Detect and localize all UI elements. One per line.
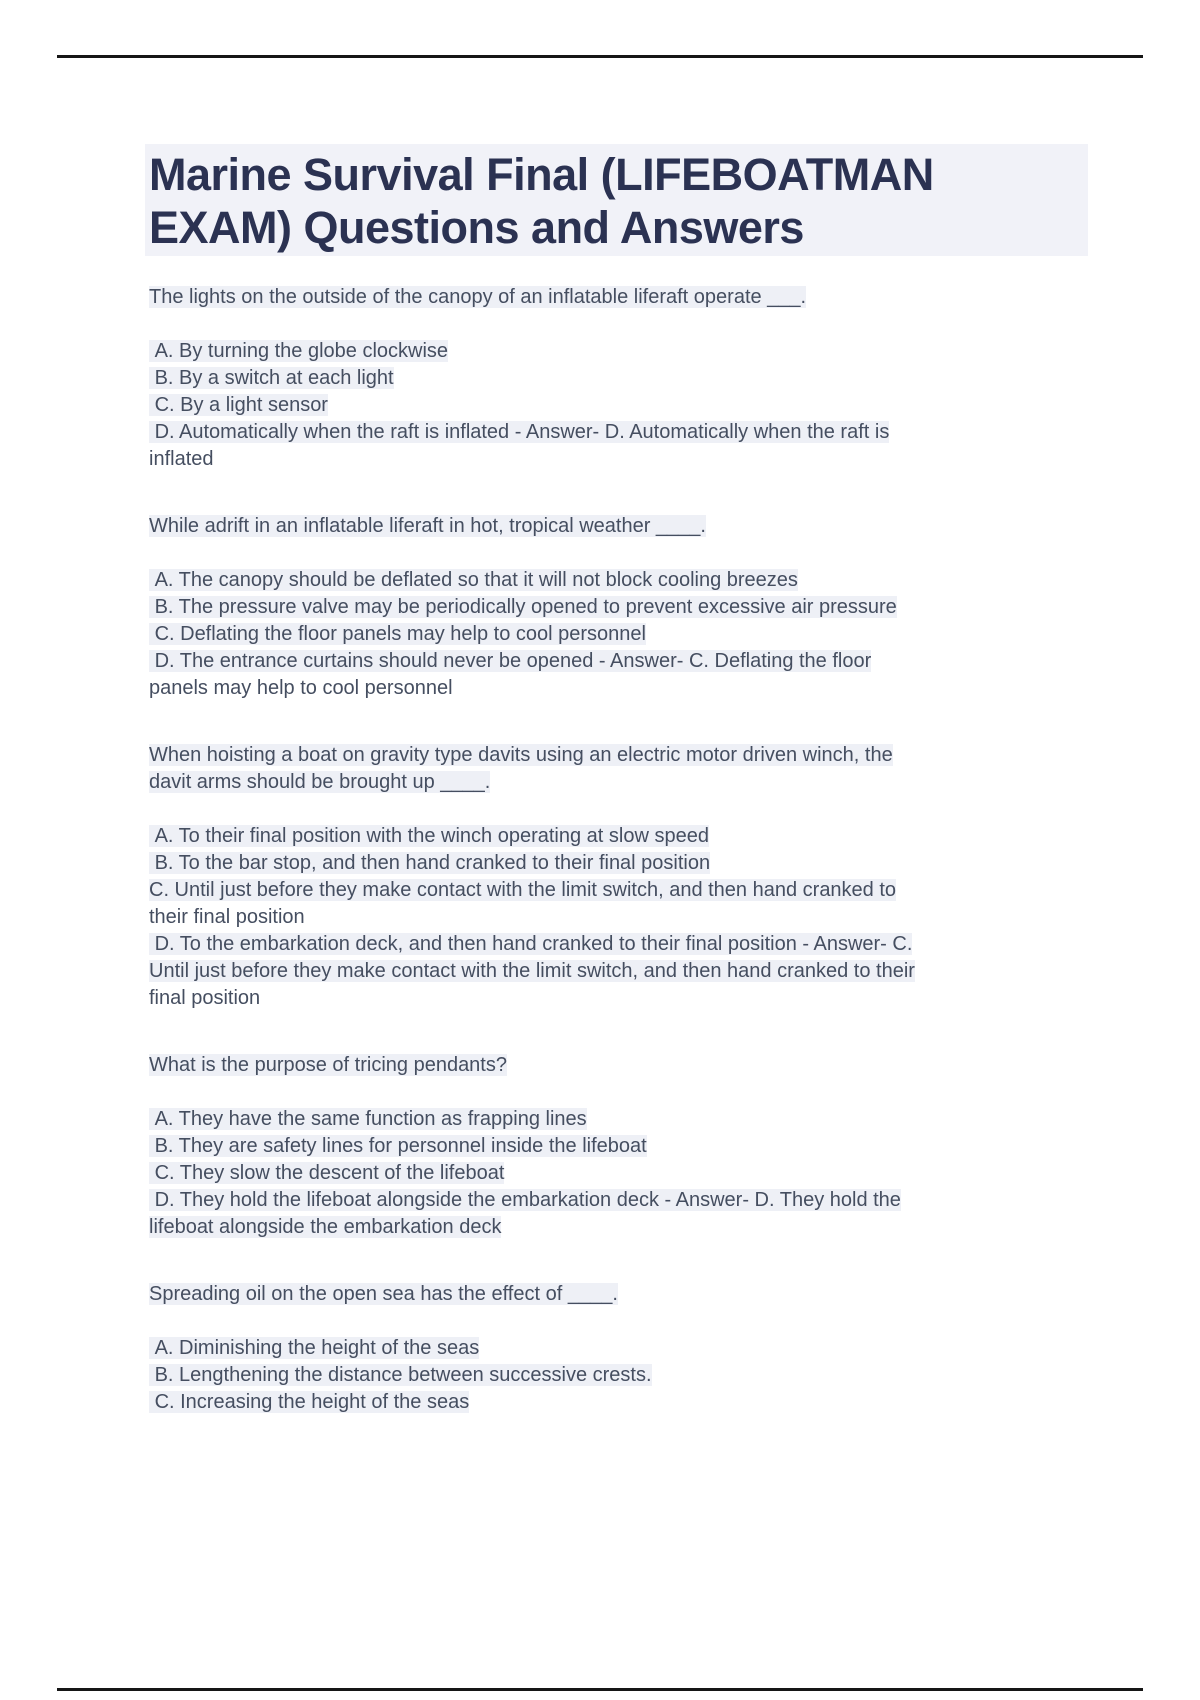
option-text: A. By turning the globe clockwise	[149, 340, 449, 362]
option-text: panels may help to cool personnel	[149, 677, 453, 699]
option-text: A. The canopy should be deflated so that it will not block cooling breezes	[149, 569, 798, 591]
option-text: A. They have the same function as frapping lines	[149, 1108, 587, 1130]
option-line	[145, 446, 1088, 473]
option-text: C. They slow the descent of the lifeboat	[149, 1162, 505, 1184]
option-text: D. Automatically when the raft is inflated - Answer- D. Automatically when the raft is	[149, 421, 890, 443]
option-line	[145, 392, 1088, 419]
question-line: Spreading oil on the open sea has the effect of ____.	[149, 1283, 618, 1305]
question-line: The lights on the outside of the canopy of an inflatable liferaft operate ___.	[149, 286, 807, 308]
option-line	[145, 904, 1088, 931]
option-line	[145, 1187, 1088, 1214]
option-text: D. They hold the lifeboat alongside the embarkation deck - Answer- D. They hold the	[149, 1189, 901, 1211]
spacer	[145, 311, 1088, 338]
option-text: C. By a light sensor	[149, 394, 328, 416]
option-line	[145, 567, 1088, 594]
option-text: final position	[149, 987, 261, 1009]
question-block	[145, 284, 1088, 473]
option-line	[145, 850, 1088, 877]
option-text: A. To their final position with the winch operating at slow speed	[149, 825, 709, 847]
title-line: Marine Survival Final (LIFEBOATMAN	[149, 149, 934, 200]
option-line	[145, 594, 1088, 621]
option-text: B. To the bar stop, and then hand cranked to their final position	[149, 852, 711, 874]
option-text: C. Increasing the height of the seas	[149, 1391, 470, 1413]
question-line: While adrift in an inflatable liferaft in hot, tropical weather ____.	[149, 515, 706, 537]
option-line	[145, 931, 1088, 958]
option-text: B. Lengthening the distance between successive crests.	[149, 1364, 652, 1386]
question-text	[145, 513, 1088, 540]
question-text	[145, 284, 1088, 311]
option-text: C. Until just before they make contact with the limit switch, and then hand cranked to	[149, 879, 897, 901]
question-block	[145, 1281, 1088, 1416]
option-line	[145, 877, 1088, 904]
option-text: B. The pressure valve may be periodically opened to prevent excessive air pressure	[149, 596, 897, 618]
question-line: When hoisting a boat on gravity type davits using an electric motor driven winch, the	[149, 744, 893, 766]
option-line	[145, 985, 1088, 1012]
question-block	[145, 742, 1088, 1012]
option-text: D. The entrance curtains should never be opened - Answer- C. Deflating the floor	[149, 650, 872, 672]
option-line	[145, 648, 1088, 675]
option-line	[145, 419, 1088, 446]
option-line	[145, 1389, 1088, 1416]
title-line: EXAM) Questions and Answers	[149, 202, 804, 253]
option-line	[145, 958, 1088, 985]
page-content	[145, 144, 1088, 1456]
question-text	[145, 742, 1088, 769]
option-text: their final position	[149, 906, 305, 928]
option-line	[145, 675, 1088, 702]
option-line	[145, 621, 1088, 648]
option-text: B. They are safety lines for personnel inside the lifeboat	[149, 1135, 647, 1157]
question-block	[145, 513, 1088, 702]
question-line: davit arms should be brought up ____.	[149, 771, 491, 793]
option-text: lifeboat alongside the embarkation deck	[149, 1216, 502, 1238]
option-line	[145, 1106, 1088, 1133]
option-text: inflated	[149, 448, 214, 470]
option-line	[145, 365, 1088, 392]
option-line	[145, 1214, 1088, 1241]
top-rule	[57, 55, 1143, 58]
question-line: What is the purpose of tricing pendants?	[149, 1054, 507, 1076]
option-line	[145, 1362, 1088, 1389]
spacer	[145, 1308, 1088, 1335]
spacer	[145, 1079, 1088, 1106]
question-block	[145, 1052, 1088, 1241]
document-title	[145, 144, 1088, 256]
option-line	[145, 1133, 1088, 1160]
option-text: Until just before they make contact with the limit switch, and then hand cranked to their	[149, 960, 915, 982]
spacer	[145, 540, 1088, 567]
option-line	[145, 1335, 1088, 1362]
question-text	[145, 1052, 1088, 1079]
question-text	[145, 769, 1088, 796]
spacer	[145, 796, 1088, 823]
option-text: D. To the embarkation deck, and then hand cranked to their final position - Answer- C.	[149, 933, 913, 955]
option-line	[145, 1160, 1088, 1187]
option-text: A. Diminishing the height of the seas	[149, 1337, 480, 1359]
option-text: B. By a switch at each light	[149, 367, 394, 389]
option-line	[145, 823, 1088, 850]
option-line	[145, 338, 1088, 365]
option-text: C. Deflating the floor panels may help to cool personnel	[149, 623, 646, 645]
question-text	[145, 1281, 1088, 1308]
bottom-rule	[57, 1688, 1143, 1691]
